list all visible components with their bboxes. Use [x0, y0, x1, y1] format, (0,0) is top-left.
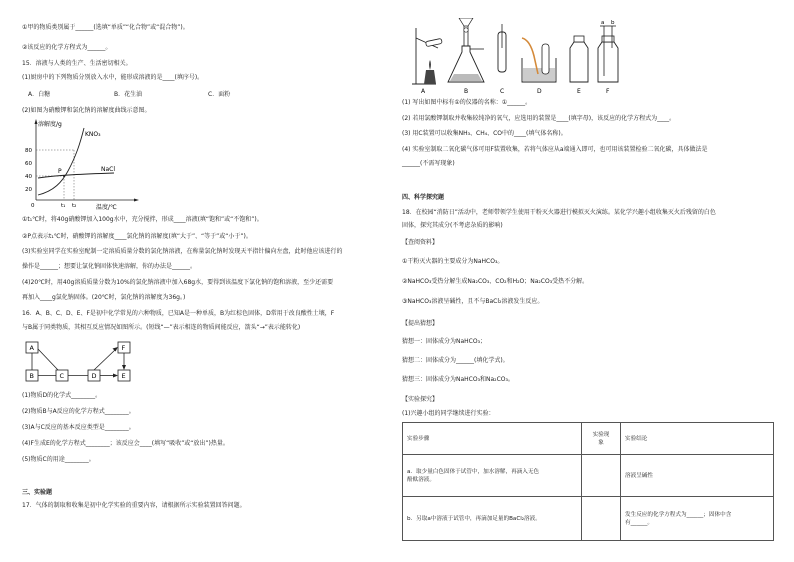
origin-label: 0 [31, 203, 35, 209]
arrow-d-e-head [113, 374, 118, 378]
apparatus-label-b: B [464, 88, 469, 94]
y-tick-80: 80 [25, 148, 32, 154]
header-conclusion: 实验结论 [621, 423, 774, 455]
y-tick-40: 40 [25, 174, 32, 180]
apparatus-label-a: A [421, 88, 426, 94]
box-b [26, 370, 38, 381]
header-phenomenon [582, 423, 621, 455]
info-3: ③NaHCO₃溶液呈碱性，且不与BaCl₂溶液发生反应。 [402, 298, 544, 305]
q15-option-a: A．白糖 [28, 91, 51, 98]
nacl-curve [38, 173, 114, 178]
q15-part2: (2)如图为硝酸钾和氯化钠的溶解度曲线示意图。 [22, 107, 151, 114]
box-a-label: A [29, 344, 34, 352]
tag-research: 【查阅资料】 [402, 239, 439, 246]
info-1: ①干粉灭火器的主要成分为NaHCO₃。 [402, 258, 504, 265]
box-b-label: B [29, 372, 34, 380]
arrow-d-f-head [113, 347, 119, 352]
q15-4b: 再加入____g氯化钠固体。(20℃时，氯化钠的溶解度为36g。) [22, 294, 186, 301]
step-a-line1: a．取少量白色固体于试管中，加水溶解，再滴入无色 [407, 468, 540, 475]
r-part3: (3) 用C装置可以收集NH₃、CH₄、CO中的____(填气体名称)。 [402, 130, 567, 137]
q18-stem-a: 18．在校园“消防日”活动中，老师带领学生使用干粉灭火器进行模拟灭火演练。某化学兴趣小组收集灭火后残留的白色 [402, 209, 716, 216]
kno3-curve [38, 128, 84, 195]
apparatus-b [448, 18, 484, 82]
box-e [118, 370, 130, 381]
kno3-label: KNO₃ [85, 131, 101, 138]
q16-stem-a: 16．A、B、C、D、E、F是初中化学常见的六种物质，已知A是一种单质，B为红棕色固体，D常用于改良酸性土壤，F [22, 310, 335, 317]
box-f-label: F [121, 344, 126, 352]
table-row [403, 497, 774, 541]
r-part2: (2) 若用氯酸钾制取并收集较纯净的氧气，应选用的装置是____(填字母)，该反应的化学方程式为____。 [402, 115, 676, 122]
apparatus-label-c: C [500, 88, 505, 94]
box-d-label: D [91, 372, 97, 380]
q18-stem-b: 固体，探究其成分(不考虑杂质的影响) [402, 222, 503, 229]
link-a-c [38, 349, 58, 370]
q15-4a: (4)20℃时，用40g溶质质量分数为10%的氯化钠溶液中加入68g水，要得到该温度下氯化钠的饱和溶液，至少还需要 [22, 279, 334, 286]
guess-2: 猜想二：固体成分为______(填化学式)。 [402, 357, 509, 364]
q14-part2: ②该反应的化学方程式为______。 [22, 44, 112, 51]
conclusion-b-line2: 有______。 [625, 519, 653, 526]
q14-part1: ①甲的物质类别属于______(选填“单质”“化合物”或“混合物”)。 [22, 24, 189, 31]
solubility-graph [24, 116, 144, 212]
y-axis-label: 溶解度/g [38, 121, 62, 128]
apparatus-f [598, 26, 618, 82]
box-c [56, 370, 68, 381]
apparatus-label-d: D [537, 88, 542, 94]
apparatus-diagram [404, 18, 624, 94]
t1-label: t₁ [61, 203, 66, 209]
arrow-d-f [94, 349, 116, 370]
r-part1: (1) 写出如图中标有①的仪器的名称：①______。 [402, 99, 532, 106]
apparatus-label-e: E [577, 88, 581, 94]
y-tick-20: 20 [25, 187, 32, 193]
q16-part3: (3)A与C反应的基本反应类型是________。 [22, 424, 135, 431]
nacl-label: NaCl [101, 166, 116, 173]
step-a-line2: 酚酞溶液。 [407, 476, 435, 483]
experiment-intro: (1)兴趣小组的同学继续进行实验： [402, 410, 495, 417]
header-phenomenon-line1: 实验现 [592, 431, 610, 438]
q15-3a: (3)实验室同学在实验室配制一定溶质质量分数的氯化钠溶液，在称量氯化钠时发现天平指针偏向左盘，此时他应该进行的 [22, 248, 343, 255]
point-p-marker [63, 175, 65, 177]
x-axis-arrow [134, 199, 139, 202]
header-phenomenon-line2: 象 [598, 439, 604, 446]
q16-stem-b: 与B属于同类物质，其相互反应情况如图所示。(短线“—”表示相连的物质间能反应，箭头“→”表示能转化) [22, 324, 301, 331]
q15-option-c: C．面粉 [208, 91, 231, 98]
q15-3b: 操作是______；想要让氯化钠固体快速溶解，你的办法是______。 [22, 263, 197, 270]
step-a-cell [403, 455, 582, 497]
q16-part4: (4)F生成E的化学方程式________；该反应会____(填写“吸收”或“放出”)热量。 [22, 440, 229, 447]
relation-diagram [24, 338, 154, 388]
point-p-label: P [58, 168, 62, 175]
conclusion-b-line1: 发生反应的化学方程式为______；固体中含 [625, 511, 732, 518]
step-b-cell: b．另取a中溶液于试管中，再滴加足量的BaCl₂溶液。 [403, 497, 582, 541]
apparatus-d [522, 38, 556, 82]
box-d [88, 370, 100, 381]
tag-hypothesis: 【提出猜想】 [402, 320, 439, 327]
table-header-row [403, 423, 774, 455]
q15-title: 15．溶液与人类的生产、生活密切相关。 [22, 60, 132, 67]
conclusion-a-cell: 溶液呈碱性 [621, 455, 774, 497]
arrow-f-e-head [122, 365, 126, 370]
table-row [403, 455, 774, 497]
apparatus-label-f: F [606, 88, 610, 94]
apparatus-e [570, 36, 588, 82]
q16-part2: (2)物质B与A反应的化学方程式________。 [22, 408, 135, 415]
guess-3: 猜想三：固体成分为NaHCO₃和Na₂CO₃。 [402, 376, 514, 383]
pipe-label-b: b [611, 20, 615, 26]
r-part4a: (4) 实验室制取二氧化碳气体可用F装置收集，若将气体应从a端通入即可，也可用该装置检验二氧化碳，具体做法是 [402, 146, 708, 153]
pipe-label-a: a [601, 20, 605, 26]
t2-label: t₂ [72, 203, 77, 209]
q16-part1: (1)物质D的化学式________。 [22, 392, 102, 399]
section-3-heading: 三、实验题 [22, 489, 53, 496]
conclusion-b-cell [621, 497, 774, 541]
q17-stem: 17．气体的制取和收集是初中化学实验的重要内容，请根据所示实验装置回答问题。 [22, 502, 246, 509]
tag-experiment: 【实验探究】 [402, 396, 439, 403]
q15-part1: (1)厨房中的下列物质分别放入水中，能形成溶液的是____(填序号)。 [22, 74, 204, 81]
q16-part5: (5)物质C的用途________。 [22, 456, 95, 463]
box-c-label: C [59, 372, 65, 380]
box-e-label: E [121, 372, 126, 380]
r-part4b: ______(不需写现象) [402, 160, 455, 167]
box-f [118, 342, 130, 353]
header-steps: 实验步骤 [403, 423, 582, 455]
info-2: ②NaHCO₃受热分解生成Na₂CO₃、CO₂和H₂O；Na₂CO₃受热不分解。 [402, 278, 589, 285]
q15-2b: ②P点表示t₁℃时，硝酸钾的溶解度____氯化钠的溶解度(填“大于”、“等于”或“小于”)。 [22, 233, 252, 240]
x-axis-label: 温度/℃ [96, 204, 117, 211]
apparatus-a [412, 28, 442, 84]
q15-option-b: B．花生油 [114, 91, 143, 98]
experiment-table [402, 422, 774, 541]
y-tick-60: 60 [25, 161, 32, 167]
section-4-heading: 四、科学探究题 [402, 194, 445, 201]
guess-1: 猜想一：固体成分为NaHCO₃； [402, 338, 486, 345]
apparatus-c [498, 24, 506, 72]
box-a [26, 342, 38, 353]
q15-2a: ①t₁℃时，将40g硝酸钾加入100g水中，充分搅拌，形成____溶液(填“饱和”或“不饱和”)。 [22, 216, 263, 223]
phenomenon-a-cell [582, 455, 621, 497]
phenomenon-b-cell [582, 497, 621, 541]
